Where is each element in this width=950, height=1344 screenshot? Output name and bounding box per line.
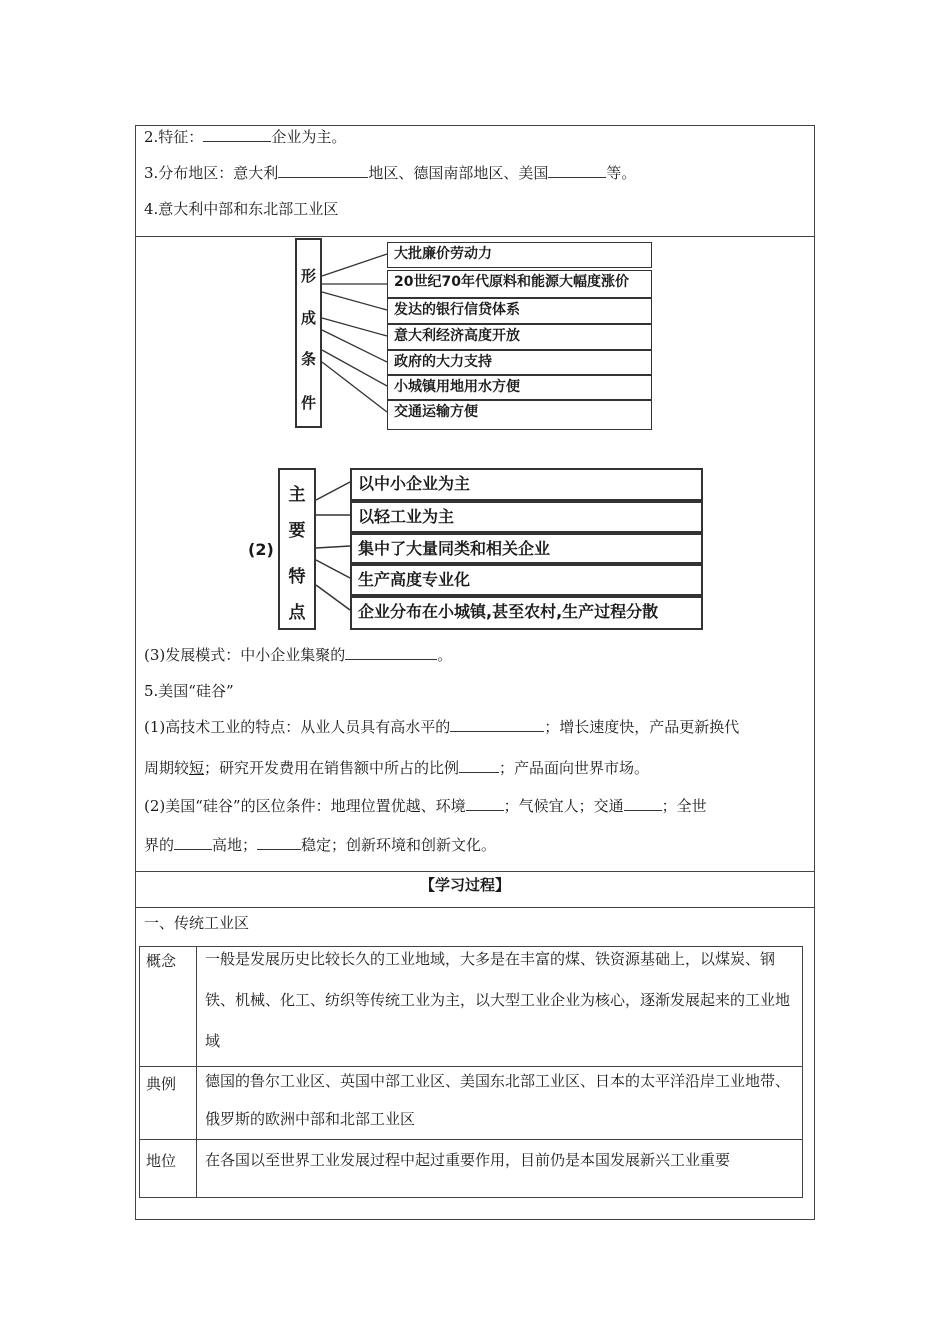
- row-head: 典例: [146, 1075, 177, 1093]
- hightech-features-line1: (1)高技术工业的特点：从业人员具有高水平的 ；增长速度快，产品更新换代: [144, 718, 740, 736]
- feature-item: 企业分布在小城镇,甚至农村,生产过程分散: [350, 596, 703, 630]
- main-features-label: [278, 468, 316, 630]
- row-body: 在各国以至世界工业发展过程中起过重要作用，目前仍是本国发展新兴工业重要: [205, 1151, 731, 1169]
- condition-item: 小城镇用地用水方便: [387, 375, 652, 400]
- condition-item: 交通运输方便: [387, 400, 652, 430]
- feature-item: 以轻工业为主: [350, 501, 703, 533]
- label-char: 件: [300, 394, 316, 412]
- feature-item: 以中小企业为主: [350, 468, 703, 501]
- label-char: 要: [288, 521, 306, 541]
- condition-item: 发达的银行信贷体系: [387, 298, 652, 324]
- feature-item: 生产高度专业化: [350, 564, 703, 596]
- condition-item: 大批廉价劳动力: [387, 242, 652, 268]
- row-body: 一般是发展历史比较长久的工业地域，大多是在丰富的煤、铁资源基础上，以煤炭、钢铁、机械、化工、纺织等传统工业为主，以大型工业企业为核心，逐渐发展起来的工业地域: [205, 950, 791, 1050]
- label-char: 成: [300, 309, 316, 327]
- location-conditions-line2: 界的 高地； 稳定；创新环境和创新文化。: [144, 836, 497, 854]
- row-head: 概念: [146, 952, 177, 970]
- label-char: 形: [300, 267, 316, 285]
- item-number: (2): [248, 540, 274, 559]
- label-char: 点: [288, 603, 306, 623]
- location-conditions-line1: (2)美国“硅谷”的区位条件：地理位置优越、环境 ；气候宜人；交通 ；全世: [144, 797, 707, 815]
- column-divider: [196, 946, 197, 1198]
- development-mode-line: (3)发展模式：中小企业集聚的 。: [144, 646, 453, 664]
- hightech-features-line2: 周期较短；研究开发费用在销售额中所占的比例 ；产品面向世界市场。: [144, 759, 650, 777]
- feature-line: 2.特征： 企业为主。: [144, 128, 347, 146]
- section-4-heading: 4.意大利中部和东北部工业区: [144, 200, 339, 218]
- condition-item: 20世纪70年代原料和能源大幅度涨价: [387, 270, 652, 298]
- condition-item: 政府的大力支持: [387, 350, 652, 375]
- condition-item: 意大利经济高度开放: [387, 324, 652, 350]
- label-char: 特: [288, 567, 306, 587]
- silicon-valley-heading: 5.美国“硅谷”: [144, 682, 234, 700]
- label-char: 条: [300, 350, 316, 368]
- row-body: 德国的鲁尔工业区、英国中部工业区、美国东北部工业区、日本的太平洋沿岸工业地带、俄罗斯的欧洲中部和北部工业区: [205, 1072, 791, 1128]
- feature-item: 集中了大量同类和相关企业: [350, 533, 703, 564]
- learning-process-title: 【学习过程】: [420, 876, 511, 894]
- label-char: 主: [288, 485, 306, 505]
- section-traditional-industrial-area: 一、传统工业区: [144, 914, 250, 932]
- row-head: 地位: [146, 1152, 177, 1170]
- distribution-line: 3.分布地区：意大利 地区、德国南部地区、美国 等。: [144, 164, 637, 182]
